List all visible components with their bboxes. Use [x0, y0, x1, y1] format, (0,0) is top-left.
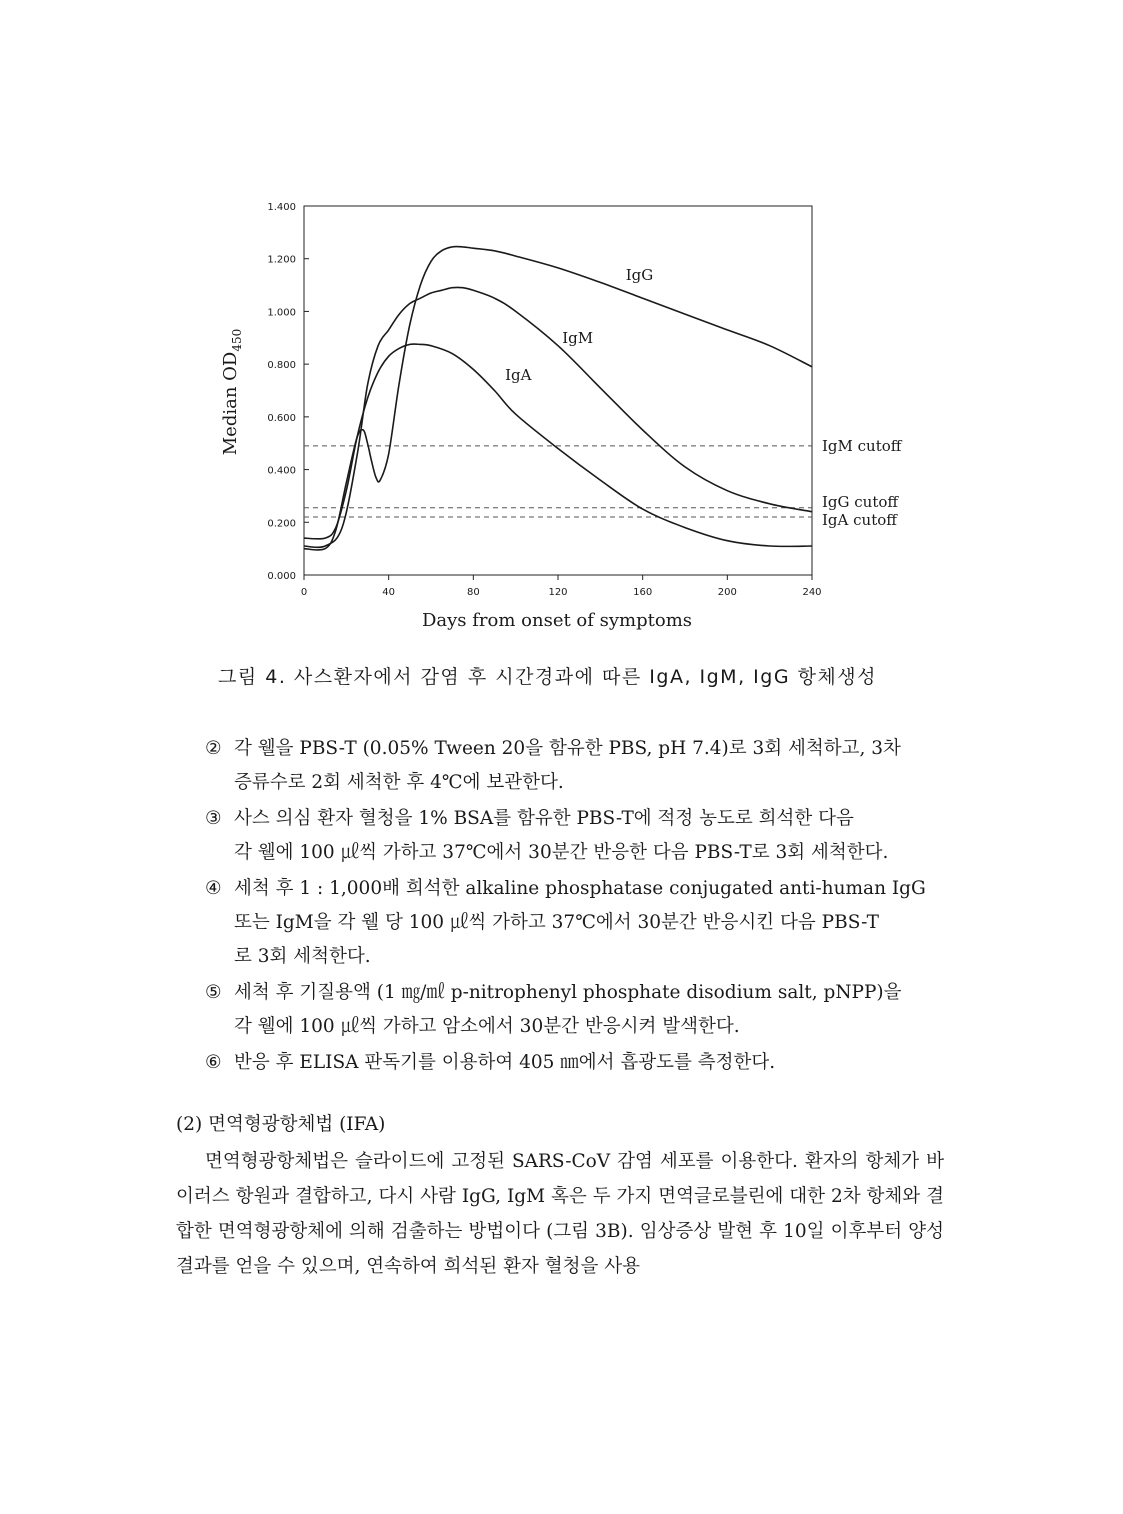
y-tick-label: 0.800	[267, 360, 296, 372]
procedure-step	[205, 1046, 945, 1080]
series-label-igg: IgG	[625, 265, 654, 284]
series-label-iga: IgA	[505, 365, 532, 384]
x-tick-label: 40	[382, 587, 396, 598]
y-tick-label: 1.000	[267, 307, 296, 319]
step-text-line: 세척 후 기질용액 (1 ㎎/㎖ p-nitrophenyl phosphate disodium salt, pNPP)을	[234, 982, 902, 1003]
figure-caption: 그림 4. 사스환자에서 감염 후 시간경과에 따른 IgA, IgM, IgG 항체생성	[218, 666, 877, 688]
y-tick-label: 0.400	[267, 465, 296, 477]
plot-frame	[304, 206, 812, 575]
procedure-step	[205, 976, 945, 1044]
step-text-line: 또는 IgM을 각 웰 당 100 ㎕씩 가하고 37℃에서 30분간 반응시킨 다음 PBS-T	[234, 912, 879, 933]
series-line-iga	[304, 344, 812, 546]
step-text-line: 각 웰을 PBS-T (0.05% Tween 20을 함유한 PBS, pH 7.4)로 3회 세척하고, 3차	[234, 738, 901, 759]
step-marker: ⑥	[205, 1052, 222, 1073]
series-lines	[304, 247, 812, 550]
x-tick-label: 240	[802, 587, 822, 598]
y-tick-label: 0.200	[267, 518, 296, 530]
step-text-line: 증류수로 2회 세척한 후 4℃에 보관한다.	[234, 772, 564, 793]
y-tick-label: 1.200	[267, 254, 296, 266]
y-axis-title-main: Median OD	[220, 351, 241, 456]
procedure-step	[205, 872, 945, 974]
step-text-line: 로 3회 세척한다.	[234, 946, 371, 967]
step-text-line: 사스 의심 환자 혈청을 1% BSA를 함유한 PBS-T에 적정 농도로 희석한 다음	[234, 808, 854, 829]
cutoff-label: IgG cutoff	[822, 492, 899, 511]
body-paragraph: 면역형광항체법은 슬라이드에 고정된 SARS-CoV 감염 세포를 이용한다. 환자의 항체가 바이러스 항원과 결합하고, 다시 사람 IgG, IgM 혹은 두 가지 면역글로블린에 대한 2차 항체와 결합한 면역형광항체에 의해 검출하는 방법이다 (그림 3B). 임상증상 발현 후 10일 이후부터 양성 결과를 얻을 수 있으며, 연속하여 희석된 환자 혈청을 사용	[176, 1151, 944, 1277]
step-text-line: 각 웰에 100 ㎕씩 가하고 37℃에서 30분간 반응한 다음 PBS-T로 3회 세척한다.	[234, 842, 889, 863]
y-tick-label: 1.400	[267, 202, 296, 213]
procedure-step	[205, 732, 945, 800]
antibody-line-chart	[0, 0, 1123, 650]
step-marker: ③	[205, 808, 222, 829]
step-marker: ⑤	[205, 982, 222, 1003]
y-axis-title	[220, 329, 244, 456]
step-text-line: 세척 후 1 : 1,000배 희석한 alkaline phosphatase conjugated anti-human IgG	[234, 878, 926, 899]
x-tick-label: 160	[633, 587, 653, 598]
x-tick-label: 120	[548, 587, 568, 598]
y-tick-label: 0.600	[267, 412, 296, 424]
cutoff-label: IgM cutoff	[822, 436, 902, 455]
y-axis-ticks	[267, 202, 309, 582]
series-label-igm: IgM	[562, 329, 594, 348]
section-heading: (2) 면역형광항체법 (IFA)	[176, 1114, 386, 1135]
step-text-line: 각 웰에 100 ㎕씩 가하고 암소에서 30분간 반응시켜 발색한다.	[234, 1016, 740, 1037]
step-text-line: 반응 후 ELISA 판독기를 이용하여 405 ㎚에서 흡광도를 측정한다.	[234, 1052, 776, 1073]
series-line-igg	[304, 287, 812, 547]
x-tick-label: 0	[300, 587, 308, 598]
x-axis-title: Days from onset of symptoms	[421, 610, 693, 631]
series-line-igm	[304, 247, 812, 550]
x-tick-label: 80	[466, 587, 480, 598]
step-marker: ②	[205, 738, 222, 759]
x-axis-ticks	[301, 575, 822, 598]
cutoff-label: IgA cutoff	[822, 511, 897, 530]
step-marker: ④	[205, 878, 222, 899]
y-tick-label: 0.000	[267, 571, 296, 582]
procedure-step	[205, 802, 945, 870]
y-axis-title-sub: 450	[230, 328, 244, 352]
procedure-steps	[205, 732, 945, 1082]
x-tick-label: 200	[717, 587, 737, 598]
